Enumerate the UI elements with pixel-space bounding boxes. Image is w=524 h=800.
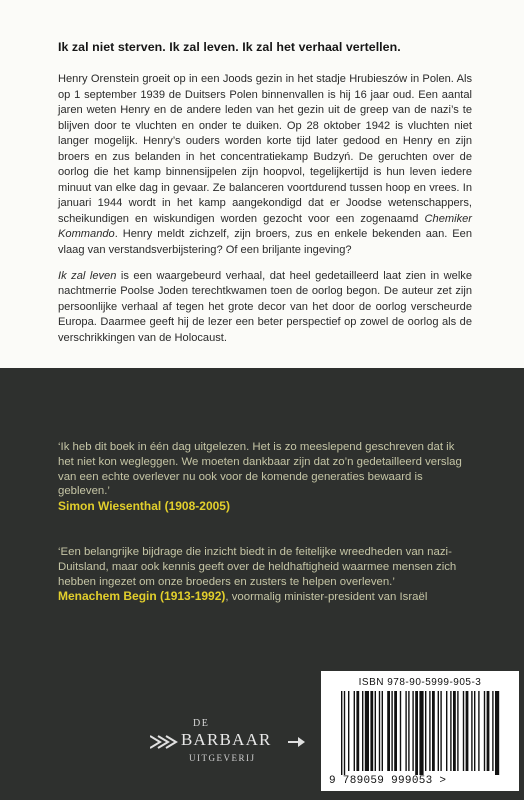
quote-attribution — [58, 589, 473, 605]
publisher-subtitle: UITGEVERIJ — [189, 753, 256, 763]
barcode-bar — [438, 691, 439, 771]
barcode-bar — [405, 691, 406, 771]
barcode-bar — [382, 691, 383, 771]
quote-text: ‘Ik heb dit boek in één dag uitgelezen. Het is zo meeslepend geschreven dat ik het niet kon wegleggen. We moeten dankbaar zijn dat zo’n gedetailleerd verslag van een echte overlever nu ook voor de komende generaties bewaard is gebleven.’ — [58, 441, 462, 498]
isbn-digits: 9 789059 999053 > — [329, 775, 447, 787]
barcode-bar — [471, 691, 472, 771]
quote-block — [58, 440, 473, 515]
barcode-bar — [362, 691, 363, 771]
quote-attribution — [58, 499, 473, 515]
tagline: Ik zal niet sterven. Ik zal leven. Ik zal het verhaal vertellen. — [58, 40, 401, 54]
synopsis-paragraph-1 — [58, 72, 472, 259]
barcode-bars — [329, 691, 511, 775]
barcode-bar — [478, 691, 479, 771]
isbn-barcode — [321, 671, 519, 791]
barcode-bar — [394, 691, 397, 771]
synopsis-p1-text-end: . Henry meldt zichzelf, zijn broers, zus en enkele bekenden aan. Een vlaag van verstandsverbijstering? Of een briljante ingeving? — [58, 228, 472, 257]
barcode-bar — [474, 691, 475, 771]
synopsis-paragraph-2 — [58, 269, 472, 347]
barcode-bar — [432, 691, 435, 771]
barcode-bar — [425, 691, 426, 771]
synopsis-p2-text: is een waargebeurd verhaal, dat heel gedetailleerd laat zien in welke nachtmerrie Poolse Joden terechtkwamen toen de oorlog begon. De auteur zet zijn persoonlijke verhaal af tegen het grote decor van het door de oorlog verscheurde Europa. Daarmee geeft hij de lezer een beter perspectief op zowel de oorlog als de verschrikkingen van de Holocaust. — [58, 269, 472, 344]
barcode-bar — [487, 691, 490, 771]
synopsis-text — [58, 72, 472, 356]
quote-text: ‘Een belangrijke bijdrage die inzicht biedt in de feitelijke wreedheden van nazi-Duitsland, maar ook kennis geeft over de heldhaftigheid waarmee mensen zich hebben ingezet om onze broeders en zusters te helpen overleven.’ — [58, 546, 457, 588]
barcode-bar — [463, 691, 464, 771]
barcode-bar — [466, 691, 469, 771]
quote-author: Simon Wiesenthal (1908-2005) — [58, 499, 230, 514]
barcode-bar — [484, 691, 485, 771]
barcode-bar — [415, 691, 418, 775]
barcode-bar — [453, 691, 456, 771]
barcode-bar — [412, 691, 413, 771]
barcode-bar — [457, 691, 458, 771]
barcode-bar — [408, 691, 409, 771]
isbn-label: ISBN 978-90-5999-905-3 — [358, 677, 482, 688]
publisher-prefix: DE — [193, 718, 210, 729]
barcode-bar — [450, 691, 451, 771]
publisher-name: BARBAAR — [181, 730, 272, 749]
publisher-logo — [150, 718, 310, 768]
quote-author: Menachem Begin (1913-1992) — [58, 589, 226, 604]
synopsis-p1-text: Henry Orenstein groeit op in een Joods gezin in het stadje Hrubieszów in Polen. Als op 1 september 1939 de Duitsers Polen binnenvallen is hij 16 jaar oud. Een aantal jaren weten Henry en de andere leden van het gezin uit de greep van de nazi’s te blijven door te vluchten en onder te duiken. Op 28 oktober 1942 is vluchten niet langer mogelijk. Henry’s ouders worden korte tijd later gedood en Henry en zijn broers en zus belanden in het concentratiekamp Budzyń. De geruchten over de oorlog die het kamp binnensijpelen zijn hoopvol, tegelijkertijd is hun leven iedere minuut van elke dag in gevaar. Ze balanceren voortdurend tussen hoop en vrees. In januari 1944 wordt in het kamp aangekondigd dat er Joodse wetenschappers, scheikundigen en wiskundigen worden gezocht voor een zogenaamd — [58, 73, 472, 225]
barcode-bar — [495, 691, 499, 775]
barcode-bar — [341, 691, 342, 775]
barcode-bar — [370, 691, 373, 771]
barcode-bar — [365, 691, 369, 771]
barcode-bar — [387, 691, 390, 771]
barcode-bar — [446, 691, 447, 771]
barcode-bar — [354, 691, 355, 771]
synopsis-section — [0, 0, 524, 368]
barcode-bar — [348, 691, 349, 771]
arrowhead-icon — [288, 736, 306, 748]
barcode-bar — [429, 691, 430, 771]
book-title-italic: Ik zal leven — [58, 269, 117, 282]
arrow-fletching-icon — [150, 732, 180, 752]
barcode-bar — [391, 691, 392, 771]
barcode-bar — [344, 691, 345, 775]
barcode-bar — [379, 691, 380, 771]
quote-author-role: , voormalig minister-president van Israël — [225, 591, 428, 604]
barcode-bar — [492, 691, 493, 771]
barcode-bar — [400, 691, 401, 771]
barcode-bar — [356, 691, 359, 771]
barcode-bar — [419, 691, 423, 775]
quote-block — [58, 545, 473, 605]
barcode-bar — [440, 691, 441, 771]
synopsis-p1-italic: Chemiker Kommando — [58, 212, 472, 241]
barcode-bar — [375, 691, 376, 771]
